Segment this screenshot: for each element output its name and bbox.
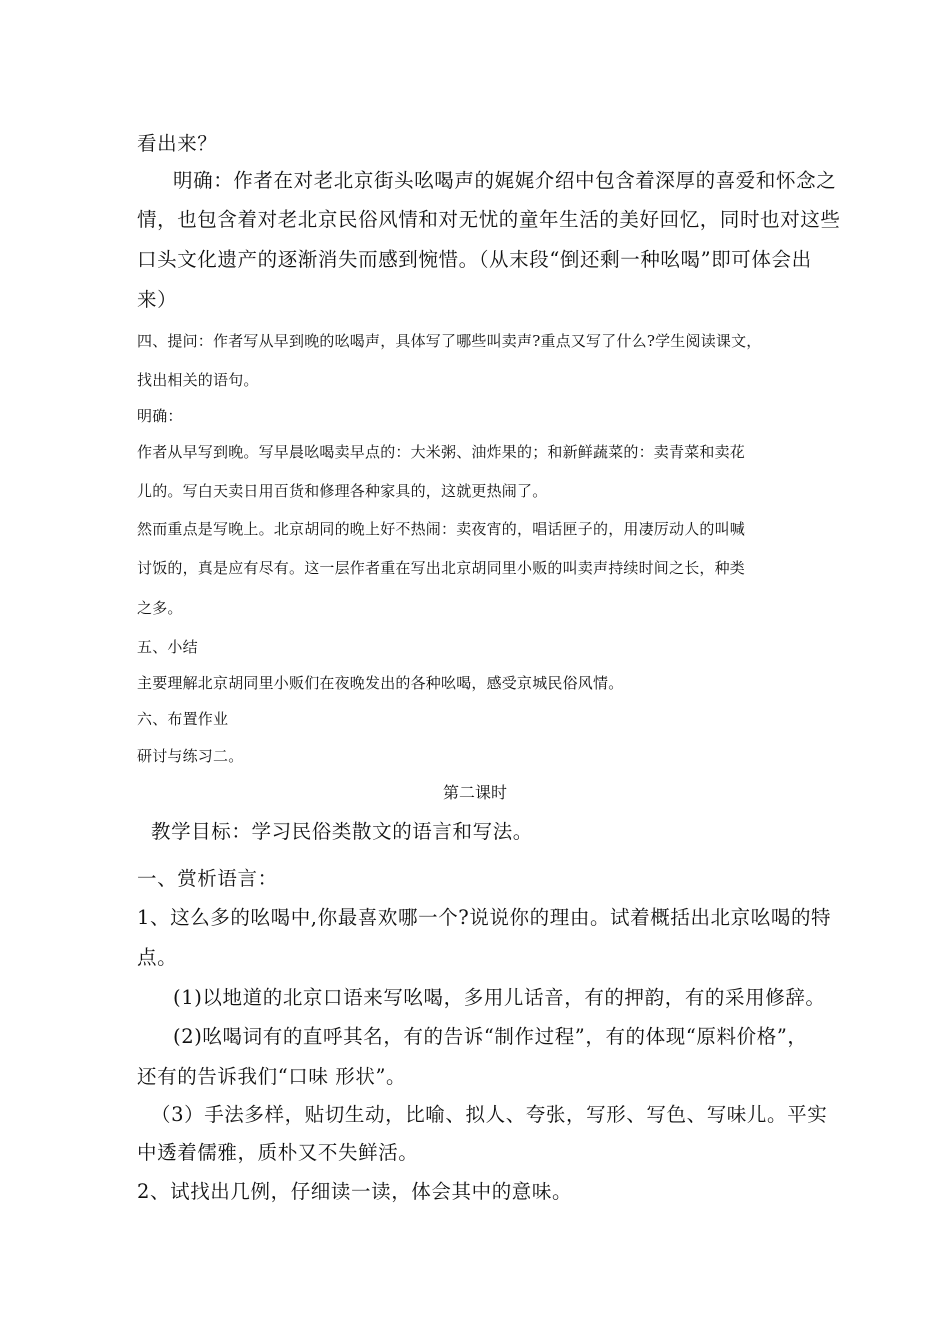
text-line: 找出相关的语句。 — [137, 371, 259, 389]
teaching-objective: 教学目标：学习民俗类散文的语言和写法。 — [151, 820, 533, 843]
paragraph-line: 之多。 — [137, 599, 183, 617]
paragraph-line: 然而重点是写晚上。北京胡同的晚上好不热闹：卖夜宵的，唱话匣子的，用凄厉动人的叫喊 — [137, 520, 746, 538]
lesson-title: 第二课时 — [442, 783, 507, 802]
paragraph-line: 情，也包含着对老北京民俗风情和对无忧的童年生活的美好回忆，同时也对这些 — [137, 208, 841, 231]
text-line: 主要理解北京胡同里小贩们在夜晚发出的各种吆喝，感受京城民俗风情。 — [137, 674, 624, 692]
section-heading: 一、赏析语言： — [137, 867, 278, 890]
paragraph-line: 中透着儒雅，质朴又不失鲜活。 — [137, 1141, 419, 1164]
section-heading: 四、提问：作者写从早到晚的吆喝声，具体写了哪些叫卖声?重点又写了什么?学生阅读课文， — [137, 332, 762, 350]
section-heading: 五、小结 — [137, 638, 198, 656]
section-heading: 六、布置作业 — [137, 710, 229, 728]
list-item: 2、试找出几例，仔细读一读，体会其中的意味。 — [137, 1180, 573, 1203]
paragraph-line: 还有的告诉我们“口味 形状”。 — [137, 1065, 407, 1088]
paragraph-line: 儿的。写白天卖日用百货和修理各种家具的，这就更热闹了。 — [137, 482, 548, 500]
text-line: 明确： — [137, 407, 183, 425]
list-item: (1)以地道的北京口语来写吆喝，多用儿话音，有的押韵，有的采用修辞。 — [173, 986, 826, 1009]
paragraph-line: 明确：作者在对老北京街头吆喝声的娓娓介绍中包含着深厚的喜爱和怀念之 — [173, 169, 837, 192]
text-line: 研讨与练习二。 — [137, 747, 244, 765]
list-item: 1、这么多的吆喝中,你最喜欢哪一个?说说你的理由。试着概括出北京吆喝的特 — [137, 906, 832, 929]
paragraph-line: 来） — [137, 288, 178, 311]
paragraph-line: 作者从早写到晚。写早晨吆喝卖早点的：大米粥、油炸果的；和新鲜蔬菜的：卖青菜和卖花 — [137, 443, 746, 461]
list-item: (2)吆喝词有的直呼其名，有的告诉“制作过程”，有的体现“原料价格”， — [173, 1025, 808, 1048]
list-item: 点。 — [137, 946, 178, 969]
text-line: 看出来？ — [137, 132, 218, 155]
paragraph-line: 口头文化遗产的逐渐消失而感到惋惜。（从末段“倒还剩一种吆喝”即可体会出 — [137, 248, 812, 271]
paragraph-line: 讨饭的，真是应有尽有。这一层作者重在写出北京胡同里小贩的叫卖声持续时间之长，种类 — [137, 559, 746, 577]
list-item: （3）手法多样，贴切生动，比喻、拟人、夸张，写形、写色、写味儿。平实 — [151, 1103, 828, 1126]
